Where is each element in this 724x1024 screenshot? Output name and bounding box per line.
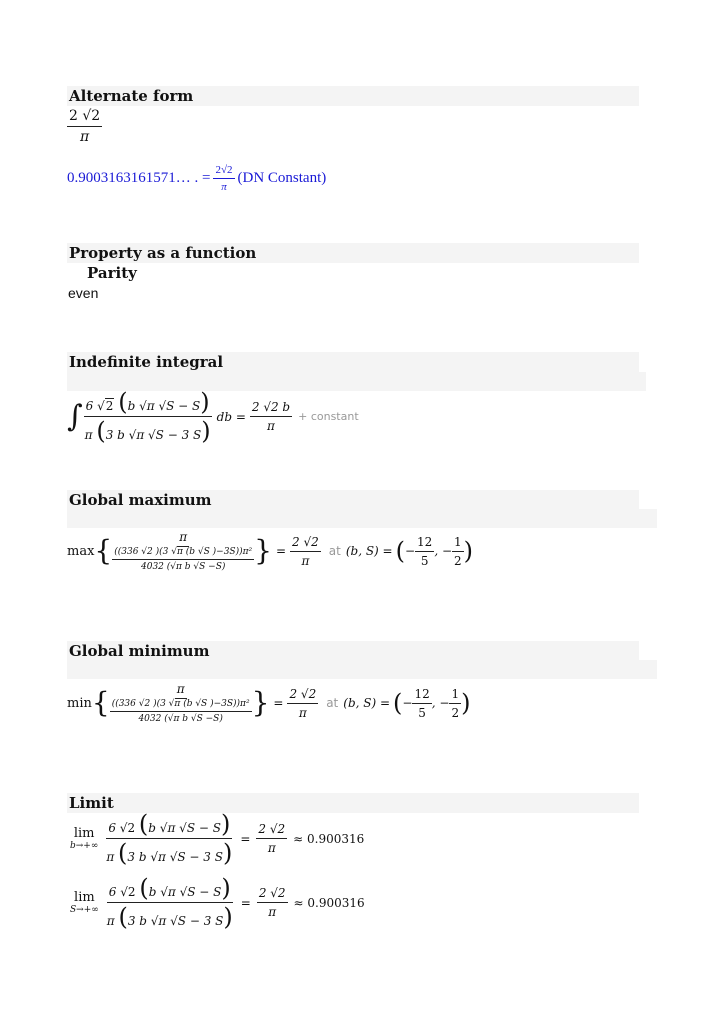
max-close-brace: } (254, 534, 272, 567)
limit-s-result (257, 886, 288, 919)
max-open-brace: { (94, 534, 113, 567)
min-open-brace: { (91, 686, 110, 719)
min-x-numerator: 12 (412, 687, 431, 704)
alternate-form-numerator: 2 √2 (67, 108, 102, 127)
integral-constant: + constant (298, 410, 359, 423)
min-result-numerator: 2 √2 (287, 687, 318, 704)
alternate-form-denominator: π (79, 129, 90, 145)
section-heading-indefinite-integral: Indefinite integral (67, 352, 639, 372)
dn-constant-numerator: 2√2 (213, 164, 234, 179)
integral-result-numerator: 2 √2 b (250, 400, 292, 417)
max-operator: max (67, 543, 95, 559)
max-argument-fraction: $\frac{\pi}{\frac{\text{((336 √2 )(3 √π (b √S )−3S))π²}}{\text{4032 (√π b √S −S)}}}$ (114, 530, 253, 572)
dn-constant-denominator: π (221, 181, 227, 193)
section-heading-alternate-form: Alternate form (67, 86, 639, 106)
integrand-fraction: $\frac{6 √2 (b √\pi √S - S)}{\pi (3 b √\pi √S - 3 S)}$ (84, 388, 211, 445)
section-heading-property: Property as a function (67, 243, 639, 263)
min-argument-fraction: $\frac{\pi}{\frac{\text{((336 √2 )(3 √π (b √S )−3S))π²}}{\text{4032 (√π b √S −S)}}}$ (111, 682, 250, 724)
limit-s-result-denominator: π (268, 905, 277, 919)
min-result-denominator: π (298, 705, 307, 720)
max-result-denominator: π (301, 553, 310, 568)
limit-s-expression: lim S→+∞ $\frac{6 √2 (b √\pi √S - S)}{\pi (3 b √\pi √S - 3 S)}$ = $\frac{2 √2}{\pi}$ ≈ 0.900316 (70, 874, 365, 931)
section-heading-global-minimum: Global minimum (67, 641, 639, 661)
limit-s-fraction: $\frac{6 √2 (b √\pi √S - S)}{\pi (3 b √\pi √S - 3 S)}$ (106, 874, 233, 931)
parity-subheading: Parity (87, 264, 137, 282)
max-y-numerator: 1 (452, 535, 464, 552)
min-point-label: (b, S) = (343, 696, 391, 710)
section-heading-limit: Limit (67, 793, 639, 813)
global-min-expression: min { $\frac{\pi}{\frac{\text{((336 √2 )(3 √π (b √S )−3S))π²}}{\text{4032 (√π b √S −S)}}}$ } = $\frac{2 √2}{\pi}$ at (b, S) = ( − $\frac{12}{5}$ , − $\frac{1}{2}$ ) (67, 682, 471, 724)
integral-band (67, 372, 646, 391)
limit-b-result (256, 822, 287, 855)
max-at-label: at (328, 544, 341, 558)
max-point-label: (b, S) = (345, 544, 393, 558)
limit-b-result-denominator: π (267, 841, 276, 855)
dn-constant-label: (DN Constant) (237, 170, 327, 186)
limit-b-expression: lim b→+∞ $\frac{6 √2 (b √\pi √S - S)}{\pi (3 b √\pi √S - 3 S)}$ = $\frac{2 √2}{\pi}$ ≈ 0.900316 (70, 810, 365, 867)
limit-b-subscript: b→+∞ (70, 841, 99, 851)
section-heading-global-maximum: Global maximum (67, 490, 639, 510)
alternate-form-expression (67, 108, 102, 145)
integral-expression: ∫ $\frac{6 √2 (b √\pi √S - S)}{\pi (3 b √\pi √S - 3 S)}$ db = $\frac{2 √2 b}{\pi}$ + constant (67, 388, 359, 445)
global-max-band (67, 509, 657, 528)
limit-s-operator: lim (74, 890, 95, 905)
limit-s-subscript: S→+∞ (70, 905, 99, 915)
max-result (290, 535, 321, 568)
integral-sign: ∫ (67, 398, 83, 434)
limit-b-approx: ≈ 0.900316 (293, 831, 365, 846)
limit-b-fraction: $\frac{6 √2 (b √\pi √S - S)}{\pi (3 b √\pi √S - 3 S)}$ (106, 810, 233, 867)
dn-constant-value: 0.9003163161571… . = (67, 170, 211, 186)
min-at-label: at (326, 696, 339, 710)
global-max-expression: max { $\frac{\pi}{\frac{\text{((336 √2 )(3 √π (b √S )−3S))π²}}{\text{4032 (√π b √S −S)}}}$ } = $\frac{2 √2}{\pi}$ at (b, S) = ( − $\frac{12}{5}$ , − $\frac{1}{2}$ ) (67, 530, 474, 572)
dn-constant-line (67, 164, 326, 193)
limit-s-approx: ≈ 0.900316 (293, 895, 365, 910)
min-y-numerator: 1 (449, 687, 461, 704)
global-min-band (67, 660, 657, 679)
max-y-denominator: 2 (454, 553, 462, 568)
limit-s-result-numerator: 2 √2 (257, 886, 288, 903)
dn-constant-fraction (213, 164, 234, 193)
min-x-denominator: 5 (418, 705, 426, 720)
min-close-brace: } (251, 686, 270, 719)
max-x-numerator: 12 (415, 535, 434, 552)
parity-value: even (68, 285, 99, 301)
min-operator: min (67, 695, 92, 711)
limit-b-operator: lim (73, 826, 95, 841)
limit-b-result-numerator: 2 √2 (256, 822, 287, 839)
integral-result-denominator: π (267, 419, 275, 433)
max-x-denominator: 5 (420, 553, 429, 568)
integral-result (250, 400, 292, 433)
min-y-denominator: 2 (451, 705, 460, 720)
min-result (287, 687, 318, 720)
max-result-numerator: 2 √2 (290, 535, 321, 552)
